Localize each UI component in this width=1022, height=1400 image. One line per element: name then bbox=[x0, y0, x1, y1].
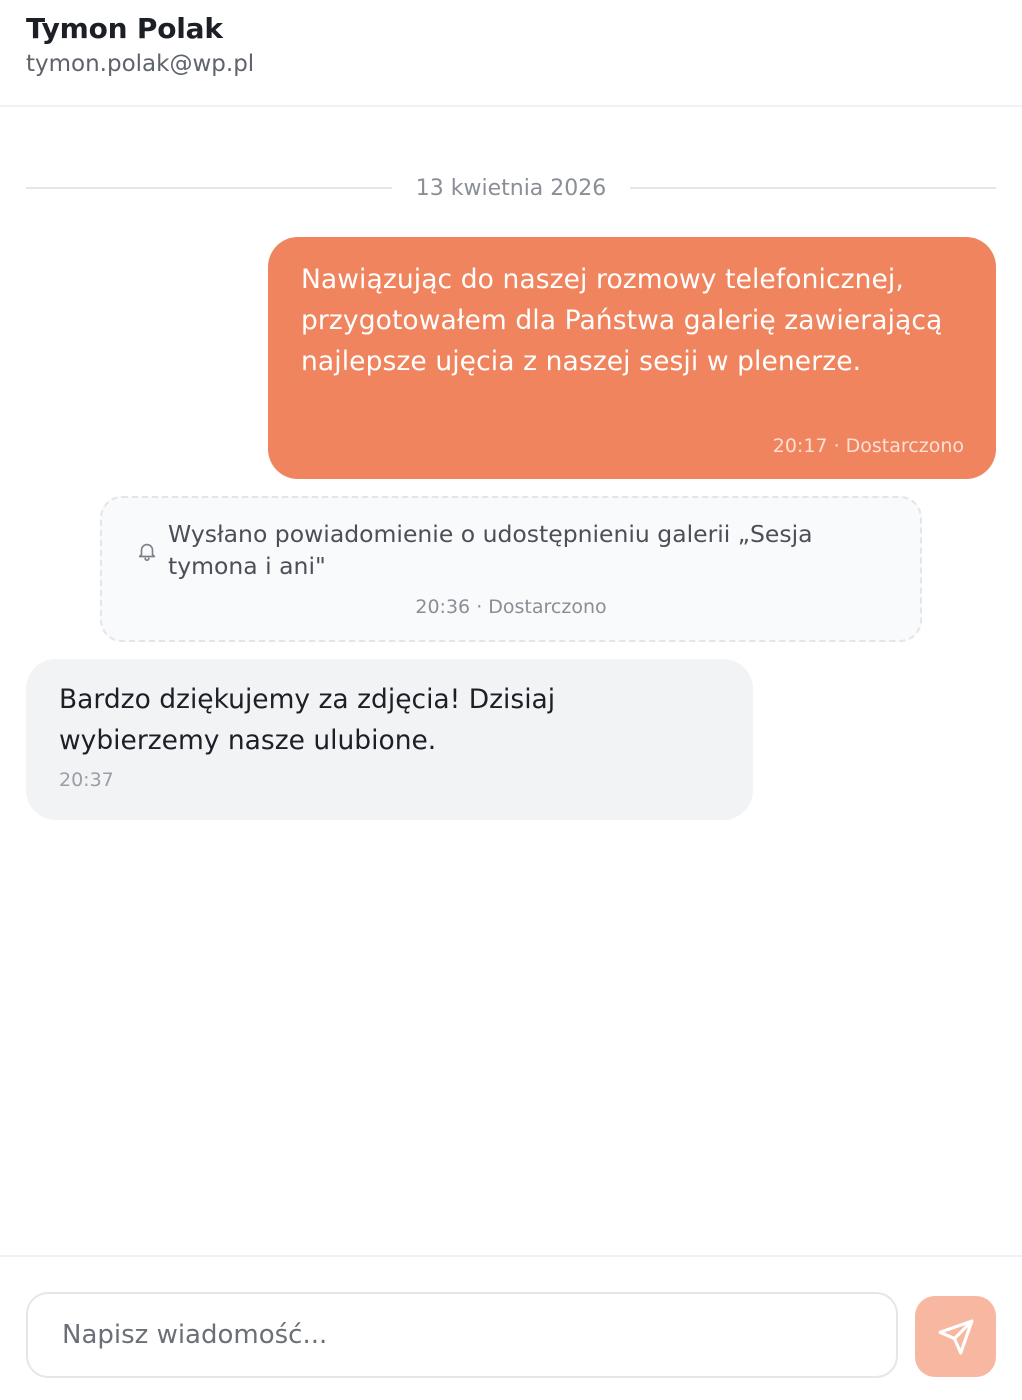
message-text: Bardzo dziękujemy za zdjęcia! Dzisiaj wybierzemy nasze ulubione. bbox=[59, 684, 556, 756]
divider-line-right bbox=[630, 187, 996, 189]
send-icon bbox=[937, 1318, 975, 1356]
notification-time: 20:36 bbox=[415, 596, 471, 618]
date-label: 13 kwietnia 2026 bbox=[415, 175, 607, 201]
message-input[interactable] bbox=[26, 1292, 898, 1378]
contact-name: Tymon Polak bbox=[26, 12, 223, 45]
message-composer bbox=[0, 1255, 1022, 1400]
chat-header bbox=[0, 0, 1022, 107]
message-text: Nawiązując do naszej rozmowy telefonicznej, przygotowałem dla Państwa galerię zawierającą najlepsze ujęcia z naszej sesji w plenerze. bbox=[301, 264, 943, 377]
message-time: 20:17 bbox=[772, 435, 828, 457]
send-button[interactable] bbox=[915, 1296, 996, 1377]
message-time: 20:37 bbox=[59, 769, 114, 791]
outgoing-message[interactable] bbox=[268, 237, 996, 479]
system-notification bbox=[100, 496, 922, 642]
notification-status: · Dostarczono bbox=[476, 596, 607, 618]
message-status: · Dostarczono bbox=[833, 435, 964, 457]
contact-email: tymon.polak@wp.pl bbox=[26, 51, 255, 77]
message-meta bbox=[773, 435, 964, 457]
date-divider bbox=[26, 170, 996, 206]
bell-icon bbox=[136, 540, 158, 562]
notification-meta bbox=[102, 596, 920, 618]
notification-text: Wysłano powiadomienie o udostępnieniu galerii „Sesja tymona i ani" bbox=[168, 520, 813, 580]
incoming-message[interactable] bbox=[26, 659, 753, 820]
divider-line-left bbox=[26, 187, 392, 189]
